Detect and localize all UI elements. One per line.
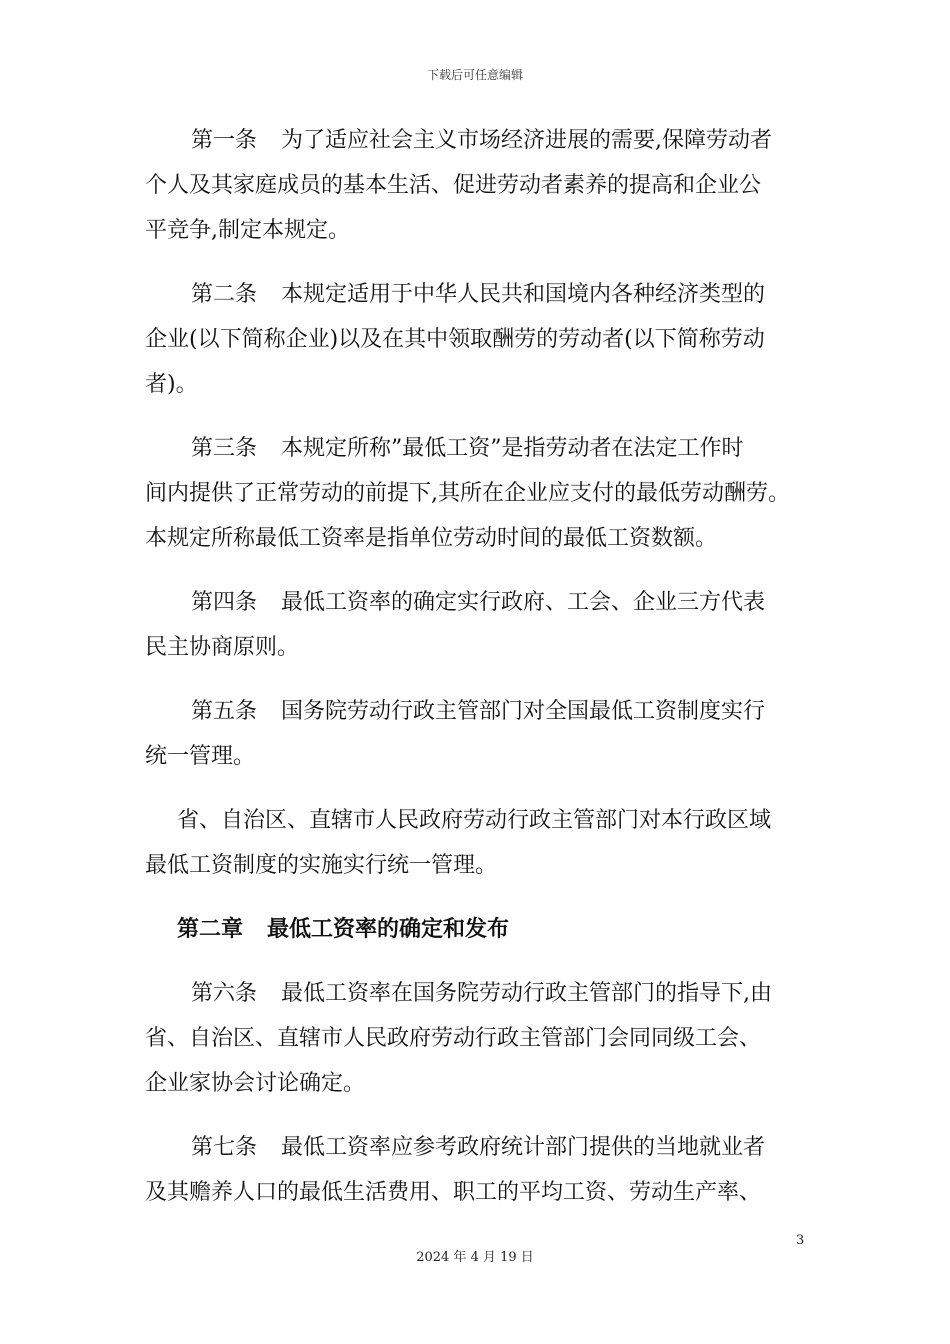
article-4 (145, 580, 817, 670)
article-text: 个人及其家庭成员的基本生活、促进劳动者素养的提高和企业公 (145, 173, 762, 198)
plain-paragraph (145, 798, 817, 888)
document-body (145, 118, 817, 1234)
article-text: 为了适应社会主义市场经济进展的需要,保障劳动者 (281, 128, 773, 153)
article-label: 第一条 (191, 128, 258, 153)
article-3 (145, 426, 817, 561)
page-header: 下载后可任意编辑 (426, 68, 523, 82)
page-number: 3 (796, 1233, 805, 1248)
article-text: 省、自治区、直辖市人民政府劳动行政主管部门会同同级工会、 (145, 1026, 762, 1051)
paragraph-text: 最低工资制度的实施实行统一管理。 (145, 853, 498, 878)
chapter-heading (145, 907, 817, 952)
article-text: 最低工资率在国务院劳动行政主管部门的指导下,由 (281, 981, 773, 1006)
article-label: 第五条 (191, 699, 258, 724)
article-text: 本规定适用于中华人民共和国境内各种经济类型的 (281, 282, 766, 307)
article-text: 企业家协会讨论确定。 (145, 1071, 366, 1096)
article-text: 者)。 (145, 372, 198, 397)
footer-date: 2024 年 4 月 19 日 (416, 1250, 534, 1265)
article-label: 第三条 (191, 436, 258, 461)
article-1 (145, 118, 817, 253)
article-label: 第七条 (191, 1135, 258, 1160)
chapter-label: 第二章 (177, 917, 244, 942)
chapter-title: 最低工资率的确定和发布 (267, 917, 510, 942)
article-text: 间内提供了正常劳动的前提下,其所在企业应支付的最低劳动酬劳。 (145, 481, 790, 506)
article-6 (145, 971, 817, 1106)
article-text: 及其赡养人口的最低生活费用、职工的平均工资、劳动生产率、 (145, 1180, 762, 1205)
article-label: 第二条 (191, 282, 258, 307)
paragraph-text: 省、自治区、直辖市人民政府劳动行政主管部门对本行政区域 (177, 808, 772, 833)
article-text: 国务院劳动行政主管部门对全国最低工资制度实行 (281, 699, 766, 724)
article-text: 企业(以下简称企业)以及在其中领取酬劳的劳动者(以下简称劳动 (145, 327, 765, 352)
article-text: 统一管理。 (145, 744, 256, 769)
article-text: 本规定所称最低工资率是指单位劳动时间的最低工资数额。 (145, 526, 718, 551)
article-text: 民主协商原则。 (145, 635, 300, 660)
article-text: 平竞争,制定本规定。 (145, 218, 350, 243)
article-7 (145, 1125, 817, 1215)
article-5 (145, 689, 817, 779)
article-text: 最低工资率应参考政府统计部门提供的当地就业者 (281, 1135, 766, 1160)
article-text: 最低工资率的确定实行政府、工会、企业三方代表 (281, 590, 766, 615)
article-label: 第六条 (191, 981, 258, 1006)
article-2 (145, 272, 817, 407)
article-text: 本规定所称”最低工资”是指劳动者在法定工作时 (281, 436, 744, 461)
article-label: 第四条 (191, 590, 258, 615)
